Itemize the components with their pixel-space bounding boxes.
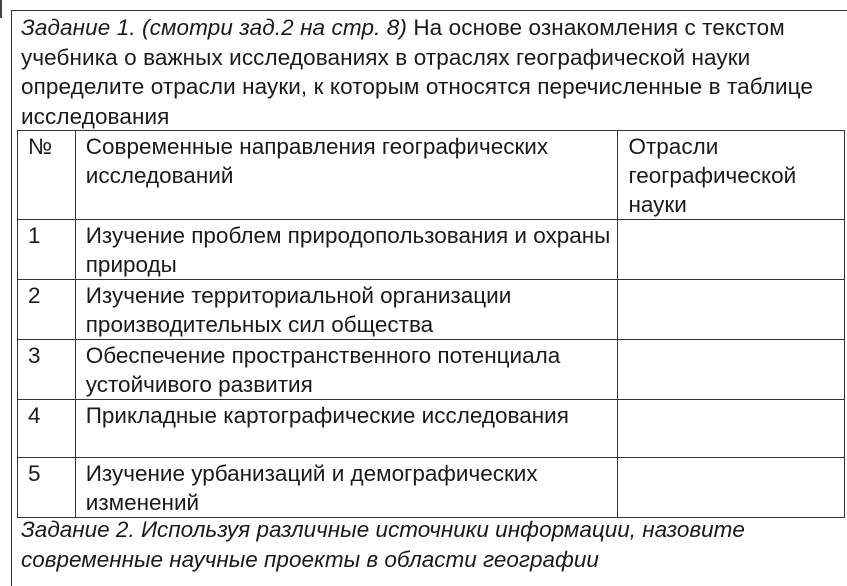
row-branch-cell[interactable] <box>618 280 845 340</box>
table-row <box>18 280 845 340</box>
row-branch-cell[interactable] <box>618 340 845 400</box>
row-number-cell: 5 <box>18 458 76 518</box>
row-number-cell: 2 <box>18 280 76 340</box>
row-number-cell: 3 <box>18 340 76 400</box>
row-branch-cell[interactable] <box>618 458 845 518</box>
table-row <box>18 220 845 280</box>
margin-mark <box>0 0 2 18</box>
task-1-text: На основе ознакомления с текстом учебника о важных исследованиях в отраслях географической науки определите отрасли науки, к которым относятся перечисленные в таблице исследования <box>21 15 813 129</box>
row-direction-cell: Изучение проблем природопользования и охраны природы <box>75 220 618 280</box>
row-direction-cell: Изучение территориальной организации производительных сил общества <box>75 280 618 340</box>
row-branch-cell[interactable] <box>618 220 845 280</box>
research-table <box>17 130 845 518</box>
table-header-row <box>18 131 845 220</box>
row-direction-cell: Обеспечение пространственного потенциала устойчивого развития <box>75 340 618 400</box>
row-branch-cell[interactable] <box>618 400 845 458</box>
header-direction-cell: Современные направления географических исследований <box>75 131 618 220</box>
task-1-paragraph <box>21 13 841 131</box>
task-1-heading: Задание 1. (смотри зад.2 на стр. 8) <box>21 15 407 40</box>
table-row <box>18 400 845 458</box>
row-direction-cell: Изучение урбанизаций и демографических изменений <box>75 458 618 518</box>
header-number-cell: № <box>18 131 76 220</box>
row-direction-cell: Прикладные картографические исследования <box>75 400 618 458</box>
task-2-paragraph: Задание 2. Используя различные источники информации, назовите современные научные проекты в области географии <box>21 517 745 572</box>
table-row <box>18 458 845 518</box>
row-number-cell: 4 <box>18 400 76 458</box>
table-row <box>18 340 845 400</box>
header-branch-cell: Отрасли географической науки <box>618 131 845 220</box>
row-number-cell: 1 <box>18 220 76 280</box>
